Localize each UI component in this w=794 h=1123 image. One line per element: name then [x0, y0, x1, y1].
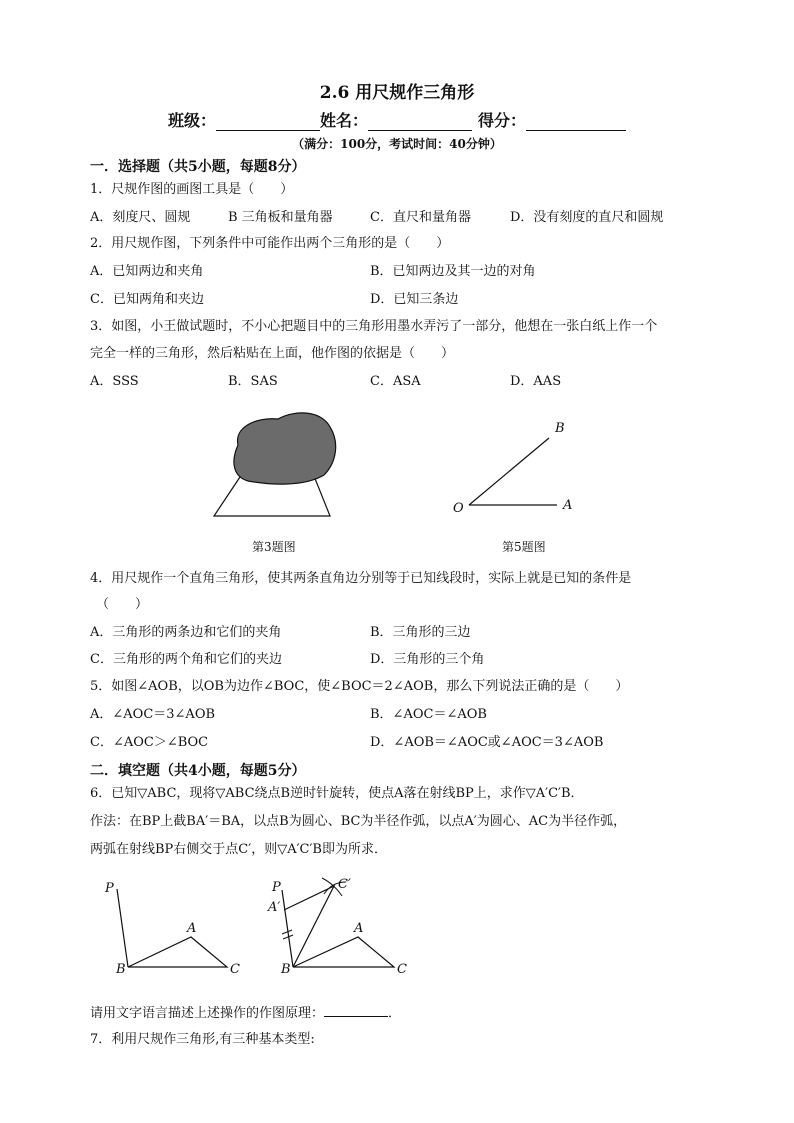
triangle-abc: [128, 937, 227, 967]
q4-option-a[interactable]: A．三角形的两条边和它们的夹角: [90, 625, 282, 640]
triangle-abc: [293, 937, 394, 967]
q5-option-c[interactable]: C．∠AOC＞∠BOC: [90, 735, 209, 750]
figure3-ink-triangle: [200, 405, 350, 525]
page-title: 2.6 用尺规作三角形: [319, 83, 475, 103]
label-c: C: [397, 962, 407, 977]
figure6-constructed-triangle: [260, 870, 420, 985]
q6-stem: 6．已知▽ABC，现将▽ABC绕点B逆时针旋转，使点A落在射线BP上，求作▽A′C′B．: [90, 786, 584, 801]
figure6-original-triangle: [95, 875, 255, 985]
figure5-caption: 第5题图: [502, 540, 546, 554]
name-label: 姓名：: [319, 111, 368, 130]
q6-prompt: [90, 1002, 401, 1021]
label-b: B: [281, 962, 291, 977]
label-p: P: [272, 880, 281, 895]
ray-bp: [117, 889, 128, 967]
class-blank[interactable]: [216, 112, 320, 131]
q3-option-b[interactable]: B．SAS: [228, 374, 278, 389]
label-c-prime: C′: [338, 877, 351, 892]
q3-option-d[interactable]: D．AAS: [510, 374, 562, 389]
q4-option-d[interactable]: D．三角形的三个角: [370, 652, 485, 667]
score-blank[interactable]: [526, 112, 626, 131]
q3-stem-line1: 3．如图，小王做试题时，不小心把题目中的三角形用墨水弄污了一部分，他想在一张白纸上作一个: [90, 319, 658, 334]
ink-blot: [234, 413, 336, 484]
label-a: A: [187, 921, 197, 936]
label-b: B: [555, 421, 565, 436]
section1-heading: 一．选择题（共5小题，每题8分）: [90, 159, 306, 175]
q6-answer-blank[interactable]: [324, 1004, 388, 1017]
label-a: A: [563, 498, 573, 513]
student-info-line: [0, 108, 794, 131]
q4-option-c[interactable]: C．三角形的两个角和它们的夹边: [90, 652, 282, 667]
q5-stem: 5．如图∠AOB，以OB为边作∠BOC，使∠BOC＝2∠AOB，那么下列说法正确的是（ ）: [90, 679, 629, 694]
q2-option-c[interactable]: C．已知两角和夹边: [90, 292, 204, 307]
q3-option-c[interactable]: C．ASA: [370, 374, 421, 389]
class-label: 班级：: [167, 111, 216, 130]
q2-option-d[interactable]: D．已知三条边: [370, 292, 459, 307]
q1-option-b[interactable]: B 三角板和量角器: [228, 210, 333, 225]
q2-option-b[interactable]: B．已知两边及其一边的对角: [370, 264, 536, 279]
q1-option-c[interactable]: C．直尺和量角器: [370, 210, 471, 225]
q1-stem: 1．尺规作图的画图工具是（ ）: [90, 182, 294, 197]
section2-heading: 二．填空题（共4小题，每题5分）: [90, 763, 306, 779]
label-o: O: [453, 501, 464, 516]
q5-option-a[interactable]: A．∠AOC＝3∠AOB: [90, 707, 216, 722]
ray-ob: [469, 438, 549, 505]
q6-prompt-end: ．: [388, 1006, 402, 1021]
label-a-prime: A′: [268, 900, 281, 915]
score-label: 得分：: [478, 111, 527, 130]
label-p: P: [105, 881, 114, 896]
figure3-caption: 第3题图: [252, 540, 296, 554]
q7-stem: 7．利用尺规作三角形,有三种基本类型:: [90, 1032, 315, 1047]
q1-option-d[interactable]: D．没有刻度的直尺和圆规: [510, 210, 664, 225]
q2-stem: 2．用尺规作图，下列条件中可能作出两个三角形的是（ ）: [90, 236, 450, 251]
q4-stem-line2: （ ）: [96, 597, 149, 612]
q1-option-a[interactable]: A．刻度尺、圆规: [90, 210, 191, 225]
exam-note: （满分：100分，考试时间：40分钟）: [292, 137, 502, 151]
label-a: A: [354, 921, 364, 936]
q6-prompt-text: 请用文字语言描述上述操作的作图原理：: [90, 1006, 325, 1021]
ray-bp: [282, 890, 293, 967]
q5-option-d[interactable]: D．∠AOB＝∠AOC或∠AOC＝3∠AOB: [370, 735, 604, 750]
tick-mark-1: [282, 930, 292, 934]
q4-option-b[interactable]: B．三角形的三边: [370, 625, 471, 640]
q6-method-line2: 两弧在射线BP右侧交于点C′，则▽A′C′B即为所求．: [90, 842, 387, 857]
figure5-angle-aob: [445, 412, 585, 522]
q3-option-a[interactable]: A．SSS: [90, 374, 139, 389]
q2-option-a[interactable]: A．已知两边和夹角: [90, 264, 204, 279]
q4-stem-line1: 4．用尺规作一个直角三角形，使其两条直角边分别等于已知线段时，实际上就是已知的条件是: [90, 571, 632, 586]
q6-method-line1: 作法：在BP上截BA′＝BA，以点B为圆心、BC为半径作弧，以点A′为圆心、AC为半径作弧，: [90, 814, 627, 829]
label-b: B: [116, 962, 126, 977]
name-blank[interactable]: [368, 112, 472, 131]
label-c: C: [230, 962, 240, 977]
q3-stem-line2: 完全一样的三角形，然后粘贴在上面，他作图的依据是（ ）: [90, 346, 455, 361]
q5-option-b[interactable]: B．∠AOC＝∠AOB: [370, 707, 487, 722]
